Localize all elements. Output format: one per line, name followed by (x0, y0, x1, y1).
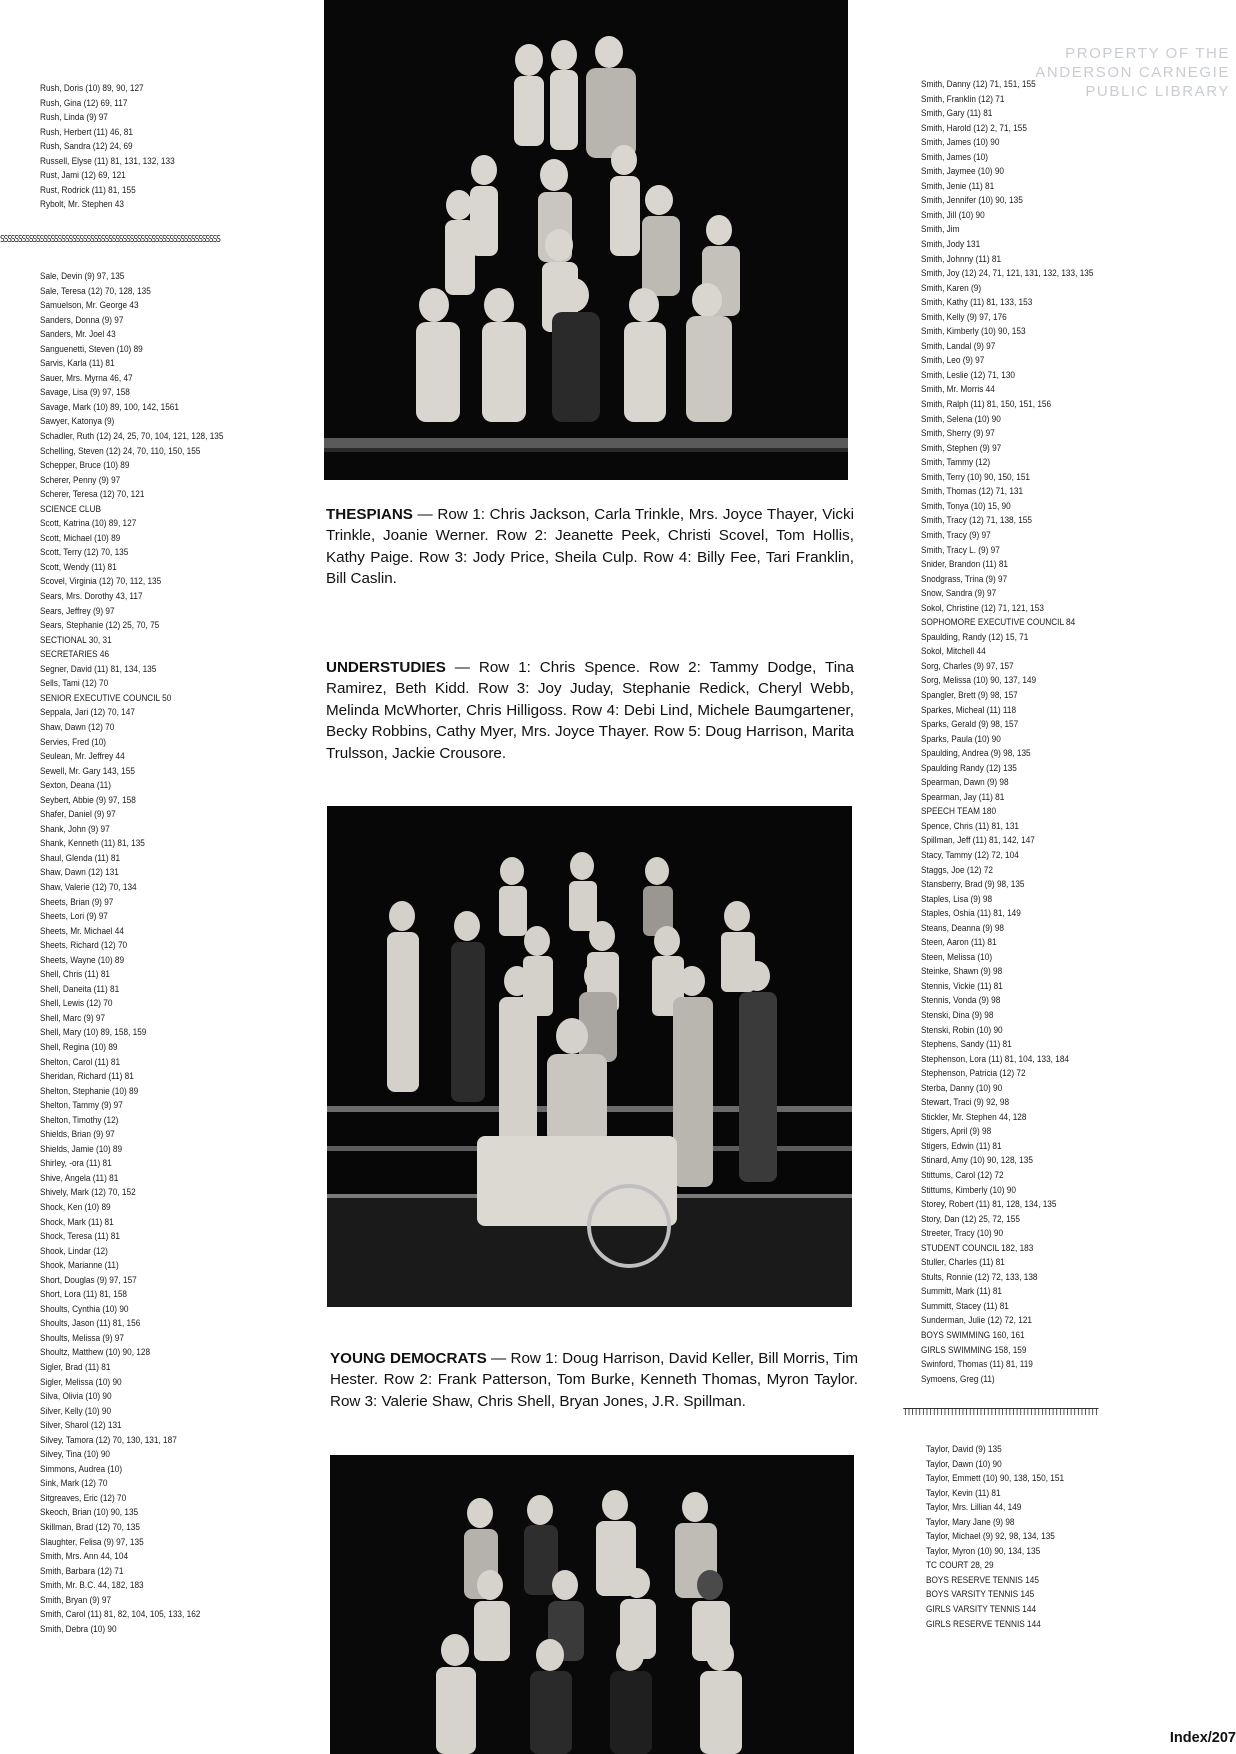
index-entry: Shell, Daneita (11) 81 (40, 983, 120, 995)
index-entry: Smith, Johnny (11) 81 (921, 253, 1002, 265)
index-entry: Taylor, David (9) 135 (926, 1444, 1002, 1455)
index-entry: Shelton, Timothy (12) (40, 1114, 119, 1126)
index-entry: Simmons, Audrea (10) (40, 1463, 123, 1475)
index-entry: Rybolt, Mr. Stephen 43 (40, 199, 124, 211)
index-entry: Smith, Stephen (9) 97 (921, 442, 1002, 454)
index-entry: Stennis, Vonda (9) 98 (921, 995, 1001, 1007)
caption-heading: UNDERSTUDIES (326, 659, 446, 676)
index-entry: Smith, Mr. B.C. 44, 182, 183 (40, 1580, 144, 1592)
index-entry: Sheets, Lori (9) 97 (40, 911, 108, 923)
index-entry: Smith, Sherry (9) 97 (921, 428, 995, 440)
index-entry: Sears, Stephanie (12) 25, 70, 75 (40, 620, 160, 632)
index-entry: Staples, Oshia (11) 81, 149 (921, 908, 1021, 920)
index-entry: Sheridan, Richard (11) 81 (40, 1071, 134, 1083)
index-entry: Sheets, Richard (12) 70 (40, 940, 128, 952)
index-entry: Stennis, Vickie (11) 81 (921, 980, 1003, 992)
index-entry: Shelton, Carol (11) 81 (40, 1056, 121, 1068)
index-entry: Smith, Kathy (11) 81, 133, 153 (921, 297, 1033, 309)
index-entry: Sale, Teresa (12) 70, 128, 135 (40, 285, 151, 297)
index-entry: STUDENT COUNCIL 182, 183 (921, 1242, 1034, 1254)
index-entry: Shively, Mark (12) 70, 152 (40, 1187, 136, 1199)
index-entry: Rust, Rodrick (11) 81, 155 (40, 184, 136, 196)
index-entry: Sells, Tami (12) 70 (40, 678, 109, 690)
index-entry: Smith, Karen (9) (921, 282, 982, 294)
index-entry: Staples, Lisa (9) 98 (921, 893, 993, 905)
index-entry: Stittums, Kimberly (10) 90 (921, 1184, 1016, 1196)
index-entry: Slaughter, Felisa (9) 97, 135 (40, 1536, 144, 1548)
index-entry: Shoults, Melissa (9) 97 (40, 1332, 124, 1344)
index-entry: Summitt, Stacey (11) 81 (921, 1300, 1009, 1312)
index-entry: Spence, Chris (11) 81, 131 (921, 820, 1019, 832)
index-entry: Taylor, Myron (10) 90, 134, 135 (926, 1545, 1041, 1557)
index-entry: Spillman, Jeff (11) 81, 142, 147 (921, 835, 1035, 847)
index-entry: Sparkes, Micheal (11) 118 (921, 704, 1017, 716)
index-entry: Seppala, Jari (12) 70, 147 (40, 707, 135, 719)
caption-body: — Row 1: Chris Jackson, Carla Trinkle, Mrs. Joyce Thayer, Vicki Trinkle, Joanie Werner. Row 2: Jeanette Peek, Christi Scovel, Tom Hollis, Kathy Paige. Row 3: Jody Price, Sheila Culp. Row 4: Billy Fee, Tari Franklin, Bill Caslin. (326, 506, 854, 588)
index-entry: Stickler, Mr. Stephen 44, 128 (921, 1111, 1027, 1123)
index-list-left-main (40, 270, 253, 1637)
index-entry: Shell, Mary (10) 89, 158, 159 (40, 1027, 147, 1039)
index-entry: Summitt, Mark (11) 81 (921, 1286, 1003, 1298)
index-entry: Schadler, Ruth (12) 24, 25, 70, 104, 121, 128, 135 (40, 431, 224, 443)
index-entry: Smith, Carol (11) 81, 82, 104, 105, 133, 162 (40, 1609, 201, 1621)
index-entry: Scott, Katrina (10) 89, 127 (40, 518, 137, 530)
index-entry: Smith, Leo (9) 97 (921, 355, 985, 367)
index-entry: Sunderman, Julie (12) 72, 121 (921, 1315, 1032, 1327)
index-entry: Stittums, Carol (12) 72 (921, 1170, 1004, 1182)
section-divider-t: TTTTTTTTTTTTTTTTTTTTTTTTTTTTTTTTTTTTTTTTTTTTTTTTTTTTTT (903, 1407, 1098, 1418)
index-entry: Scherer, Penny (9) 97 (40, 474, 121, 486)
index-entry: Stansberry, Brad (9) 98, 135 (921, 879, 1025, 891)
index-entry: Sokol, Mitchell 44 (921, 646, 986, 658)
index-entry: Spaulding, Andrea (9) 98, 135 (921, 748, 1031, 760)
stamp-line: ANDERSON CARNEGIE (1035, 64, 1230, 81)
index-entry: Sanders, Mr. Joel 43 (40, 329, 116, 341)
index-entry: Russell, Elyse (11) 81, 131, 132, 133 (40, 155, 175, 167)
index-entry: Shook, Lindar (12) (40, 1245, 108, 1257)
index-entry: Shields, Brian (9) 97 (40, 1129, 115, 1141)
index-entry: Smith, Selena (10) 90 (921, 413, 1001, 425)
caption-body: — Row 1: Chris Spence. Row 2: Tammy Dodge, Tina Ramirez, Beth Kidd. Row 3: Joy Juday, Stephanie Redick, Cheryl Webb, Melinda McWhorter, Chris Hilligoss. Row 4: Debi Lind, Michele Baumgartener, Becky Robbins, Cathy Myer, Mrs. Joyce Thayer. Row 5: Doug Harrison, Marita Trulsson, Jackie Crousore. (326, 659, 854, 762)
index-entry: Smith, Kimberly (10) 90, 153 (921, 326, 1026, 338)
index-entry: Smith, Joy (12) 24, 71, 121, 131, 132, 133, 135 (921, 268, 1094, 280)
index-entry: GIRLS VARSITY TENNIS 144 (926, 1604, 1037, 1616)
index-entry: Smith, Jody 131 (921, 239, 981, 251)
index-entry: Shoultz, Matthew (10) 90, 128 (40, 1347, 151, 1359)
index-entry: Spearman, Dawn (9) 98 (921, 777, 1009, 789)
index-entry: Spearman, Jay (11) 81 (921, 791, 1005, 803)
index-entry: Smith, Ralph (11) 81, 150, 151, 156 (921, 399, 1052, 411)
index-entry: Shock, Teresa (11) 81 (40, 1231, 120, 1243)
index-entry: Stigers, Edwin (11) 81 (921, 1140, 1002, 1152)
index-entry: Shock, Mark (11) 81 (40, 1216, 114, 1228)
index-entry: Shive, Angela (11) 81 (40, 1172, 119, 1184)
index-entry: Streeter, Tracy (10) 90 (921, 1228, 1004, 1240)
index-entry: Spaulding, Randy (12) 15, 71 (921, 631, 1029, 643)
index-entry: SECRETARIES 46 (40, 649, 110, 661)
index-entry: Smith, Leslie (12) 71, 130 (921, 369, 1016, 381)
index-entry: Segner, David (11) 81, 134, 135 (40, 663, 157, 675)
index-entry: Smith, Mrs. Ann 44, 104 (40, 1551, 129, 1563)
index-entry: Shirley, -ora (11) 81 (40, 1158, 112, 1170)
index-entry: Short, Douglas (9) 97, 157 (40, 1274, 137, 1286)
index-entry: Shank, John (9) 97 (40, 823, 110, 835)
index-entry: Savage, Lisa (9) 97, 158 (40, 387, 130, 399)
index-entry: Shaw, Dawn (12) 131 (40, 867, 119, 879)
index-entry: BOYS VARSITY TENNIS 145 (926, 1589, 1035, 1601)
index-entry: Smith, James (10) 90 (921, 137, 1000, 149)
index-entry: SENIOR EXECUTIVE COUNCIL 50 (40, 692, 172, 704)
index-entry: Snider, Brandon (11) 81 (921, 559, 1008, 571)
index-entry: Shaw, Valerie (12) 70, 134 (40, 881, 137, 893)
index-entry: Shank, Kenneth (11) 81, 135 (40, 838, 145, 850)
index-entry: Sale, Devin (9) 97, 135 (40, 271, 125, 282)
index-entry: Sarvis, Karla (11) 81 (40, 358, 115, 370)
index-entry: Stephens, Sandy (11) 81 (921, 1039, 1012, 1051)
index-list-left-top (40, 82, 197, 213)
index-entry: Stuller, Charles (11) 81 (921, 1257, 1005, 1269)
index-entry: SOPHOMORE EXECUTIVE COUNCIL 84 (921, 617, 1076, 629)
index-entry: Smith, Landal (9) 97 (921, 340, 996, 352)
index-entry: Sparks, Paula (10) 90 (921, 733, 1001, 745)
index-entry: Steinke, Shawn (9) 98 (921, 966, 1003, 978)
index-entry: SPEECH TEAM 180 (921, 806, 997, 818)
index-entry: Smith, Tracy L. (9) 97 (921, 544, 1000, 556)
index-entry: Samuelson, Mr. George 43 (40, 300, 139, 312)
stamp-line: PUBLIC LIBRARY (1085, 83, 1230, 100)
index-entry: Scott, Wendy (11) 81 (40, 561, 117, 573)
index-entry: Shields, Jamie (10) 89 (40, 1143, 123, 1155)
index-entry: Sanders, Donna (9) 97 (40, 314, 124, 326)
index-entry: Steen, Melissa (10) (921, 951, 993, 963)
index-entry: Smith, Thomas (12) 71, 131 (921, 486, 1024, 498)
index-entry: Shell, Marc (9) 97 (40, 1012, 106, 1024)
young-democrats-photo (330, 1455, 854, 1754)
index-entry: Taylor, Emmett (10) 90, 138, 150, 151 (926, 1473, 1065, 1485)
index-entry: Seulean, Mr. Jeffrey 44 (40, 751, 125, 763)
index-entry: Stenski, Robin (10) 90 (921, 1024, 1003, 1036)
index-entry: Sink, Mark (12) 70 (40, 1478, 108, 1490)
index-entry: Sexton, Deana (11) (40, 780, 111, 792)
index-entry: BOYS SWIMMING 160, 161 (921, 1330, 1025, 1342)
index-entry: Smith, Tammy (12) (921, 457, 991, 469)
index-entry: Rush, Sandra (12) 24, 69 (40, 141, 133, 153)
index-entry: Scott, Michael (10) 89 (40, 532, 121, 544)
index-entry: Skillman, Brad (12) 70, 135 (40, 1522, 140, 1534)
index-entry: Sitgreaves, Eric (12) 70 (40, 1492, 127, 1504)
index-entry: Sears, Mrs. Dorothy 43, 117 (40, 591, 143, 603)
index-entry: Sauer, Mrs. Myrna 46, 47 (40, 372, 133, 384)
understudies-photo (327, 806, 852, 1307)
index-entry: Spaulding Randy (12) 135 (921, 762, 1017, 774)
index-entry: Swinford, Thomas (11) 81, 119 (921, 1359, 1033, 1371)
index-entry: Shoults, Jason (11) 81, 156 (40, 1318, 141, 1330)
thespians-photo (324, 0, 848, 480)
index-entry: Smith, Jaymee (10) 90 (921, 166, 1005, 178)
index-entry: Servies, Fred (10) (40, 736, 107, 748)
index-entry: Shelton, Stephanie (10) 89 (40, 1085, 139, 1097)
index-entry: Silvey, Tamora (12) 70, 130, 131, 187 (40, 1434, 177, 1446)
index-entry: Skeoch, Brian (10) 90, 135 (40, 1507, 139, 1519)
index-entry: Smith, Mr. Morris 44 (921, 384, 995, 396)
index-entry: Scovel, Virginia (12) 70, 112, 135 (40, 576, 162, 588)
index-entry: Scherer, Teresa (12) 70, 121 (40, 489, 145, 501)
index-entry: Savage, Mark (10) 89, 100, 142, 1561 (40, 401, 179, 413)
index-entry: Sanguenetti, Steven (10) 89 (40, 343, 143, 355)
index-entry: Sparks, Gerald (9) 98, 157 (921, 719, 1019, 731)
index-entry: Stinard, Amy (10) 90, 128, 135 (921, 1155, 1033, 1167)
index-entry: Taylor, Mrs. Lillian 44, 149 (926, 1502, 1022, 1514)
index-entry: Shaw, Dawn (12) 70 (40, 721, 115, 733)
index-entry: Snodgrass, Trina (9) 97 (921, 573, 1008, 585)
index-entry: Story, Dan (12) 25, 72, 155 (921, 1213, 1020, 1225)
index-entry: Shoults, Cynthia (10) 90 (40, 1303, 129, 1315)
index-entry: Seybert, Abbie (9) 97, 158 (40, 794, 136, 806)
index-entry: Stenski, Dina (9) 98 (921, 1010, 994, 1021)
index-entry: Shook, Marianne (11) (40, 1260, 119, 1272)
caption-heading: YOUNG DEMOCRATS (330, 1350, 487, 1367)
section-divider-s: SSSSSSSSSSSSSSSSSSSSSSSSSSSSSSSSSSSSSSSSSSSSSSSSSSSSSSSSSSSSS (0, 234, 220, 245)
index-entry: Stewart, Traci (9) 92, 98 (921, 1097, 1010, 1109)
index-entry: Short, Lora (11) 81, 158 (40, 1289, 127, 1301)
index-entry: Smith, Terry (10) 90, 150, 151 (921, 471, 1031, 483)
index-entry: Schelling, Steven (12) 24, 70, 110, 150, 155 (40, 445, 201, 457)
index-entry: Spangler, Brett (9) 98, 157 (921, 689, 1018, 701)
understudies-photo-image (327, 806, 852, 1307)
index-entry: Silva, Olivia (10) 90 (40, 1391, 112, 1403)
index-entry: Stults, Ronnie (12) 72, 133, 138 (921, 1271, 1038, 1283)
index-entry: Smith, Harold (12) 2, 71, 155 (921, 122, 1027, 134)
young-democrats-photo-image (330, 1455, 854, 1754)
index-entry: Smith, Jim (921, 224, 960, 236)
index-entry: Silver, Kelly (10) 90 (40, 1405, 112, 1417)
index-entry: Shell, Chris (11) 81 (40, 969, 111, 981)
index-entry: Schepper, Bruce (10) 89 (40, 460, 130, 472)
thespians-caption (326, 504, 854, 590)
index-entry: Sawyer, Katonya (9) (40, 416, 115, 428)
index-entry: Sheets, Mr. Michael 44 (40, 925, 124, 937)
index-entry: Smith, Tracy (12) 71, 138, 155 (921, 515, 1032, 527)
index-entry: Sokol, Christine (12) 71, 121, 153 (921, 602, 1044, 614)
index-entry: SCIENCE CLUB (40, 503, 101, 515)
index-entry: Rush, Gina (12) 69, 117 (40, 97, 128, 109)
index-entry: Sterba, Danny (10) 90 (921, 1082, 1003, 1094)
index-entry: Sigler, Melissa (10) 90 (40, 1376, 122, 1388)
index-entry: Shell, Regina (10) 89 (40, 1041, 118, 1053)
index-entry: Staggs, Joe (12) 72 (921, 864, 994, 876)
index-entry: Smith, Barbara (12) 71 (40, 1565, 124, 1577)
index-entry: Smith, Danny (12) 71, 151, 155 (921, 79, 1036, 90)
index-entry: Stephenson, Lora (11) 81, 104, 133, 184 (921, 1053, 1070, 1065)
index-entry: Smith, Jenie (11) 81 (921, 180, 995, 192)
index-list-right-t (926, 1443, 1087, 1632)
index-entry: Smith, Kelly (9) 97, 176 (921, 311, 1007, 323)
index-entry: SECTIONAL 30, 31 (40, 634, 112, 646)
caption-body: — Row 1: Doug Harrison, David Keller, Bill Morris, Tim Hester. Row 2: Frank Patterson, Tom Burke, Kenneth Thomas, Myron Taylor. Row 3: Valerie Shaw, Chris Shell, Bryan Jones, J.R. Spillman. (330, 1350, 858, 1410)
index-entry: Silver, Sharol (12) 131 (40, 1420, 122, 1432)
index-entry: Shafer, Daniel (9) 97 (40, 809, 116, 821)
index-entry: Rush, Linda (9) 97 (40, 112, 108, 124)
index-entry: GIRLS SWIMMING 158, 159 (921, 1344, 1027, 1356)
index-entry: Taylor, Mary Jane (9) 98 (926, 1516, 1015, 1528)
index-entry: Storey, Robert (11) 81, 128, 134, 135 (921, 1199, 1057, 1211)
index-entry: Snow, Sandra (9) 97 (921, 588, 997, 600)
index-entry: Smith, James (10) (921, 151, 988, 163)
index-entry: Taylor, Michael (9) 92, 98, 134, 135 (926, 1531, 1055, 1543)
index-entry: Steans, Deanna (9) 98 (921, 922, 1005, 934)
index-entry: Scott, Terry (12) 70, 135 (40, 547, 129, 559)
index-entry: Sigler, Brad (11) 81 (40, 1362, 111, 1374)
index-entry: Smith, Jennifer (10) 90, 135 (921, 195, 1023, 207)
index-entry: Shaul, Glenda (11) 81 (40, 852, 121, 864)
index-entry: Stacy, Tammy (12) 72, 104 (921, 849, 1019, 861)
index-entry: Smith, Tonya (10) 15, 90 (921, 500, 1011, 512)
index-entry: Shock, Ken (10) 89 (40, 1202, 111, 1213)
index-entry: Smith, Franklin (12) 71 (921, 93, 1005, 105)
index-entry: Sheets, Brian (9) 97 (40, 896, 114, 908)
index-entry: BOYS RESERVE TENNIS 145 (926, 1574, 1039, 1586)
index-entry: Stigers, April (9) 98 (921, 1126, 992, 1138)
index-entry: Smith, Tracy (9) 97 (921, 529, 991, 541)
index-entry: Taylor, Dawn (10) 90 (926, 1458, 1002, 1470)
index-entry: Shelton, Tammy (9) 97 (40, 1100, 123, 1112)
stamp-line: PROPERTY OF THE (1065, 45, 1230, 62)
index-list-right-main (921, 78, 1122, 1387)
index-entry: Stephenson, Patricia (12) 72 (921, 1068, 1026, 1080)
index-entry: Shell, Lewis (12) 70 (40, 998, 113, 1010)
index-entry: Rust, Jami (12) 69, 121 (40, 170, 126, 182)
index-entry: Smith, Jill (10) 90 (921, 209, 985, 221)
index-entry: GIRLS RESERVE TENNIS 144 (926, 1618, 1041, 1630)
index-entry: Smith, Bryan (9) 97 (40, 1594, 112, 1606)
index-entry: Sears, Jeffrey (9) 97 (40, 605, 115, 617)
index-entry: Rush, Doris (10) 89, 90, 127 (40, 83, 144, 94)
index-entry: Sorg, Charles (9) 97, 157 (921, 660, 1014, 672)
index-entry: Rush, Herbert (11) 46, 81 (40, 126, 133, 138)
understudies-caption (326, 657, 854, 764)
index-entry: Symoens, Greg (11) (921, 1373, 995, 1385)
index-entry: Sorg, Melissa (10) 90, 137, 149 (921, 675, 1037, 687)
page-folio: Index/207 (1169, 1730, 1236, 1746)
index-entry: Sheets, Wayne (10) 89 (40, 954, 125, 966)
index-entry: Taylor, Kevin (11) 81 (926, 1487, 1001, 1499)
index-entry: Steen, Aaron (11) 81 (921, 937, 997, 949)
thespians-photo-image (324, 0, 848, 480)
young-democrats-caption (330, 1348, 858, 1412)
index-entry: Silvey, Tina (10) 90 (40, 1449, 111, 1461)
index-entry: Sewell, Mr. Gary 143, 155 (40, 765, 135, 777)
caption-heading: THESPIANS (326, 506, 413, 523)
index-entry: Smith, Debra (10) 90 (40, 1623, 117, 1635)
index-entry: TC COURT 28, 29 (926, 1560, 994, 1572)
index-entry: Smith, Gary (11) 81 (921, 108, 993, 120)
